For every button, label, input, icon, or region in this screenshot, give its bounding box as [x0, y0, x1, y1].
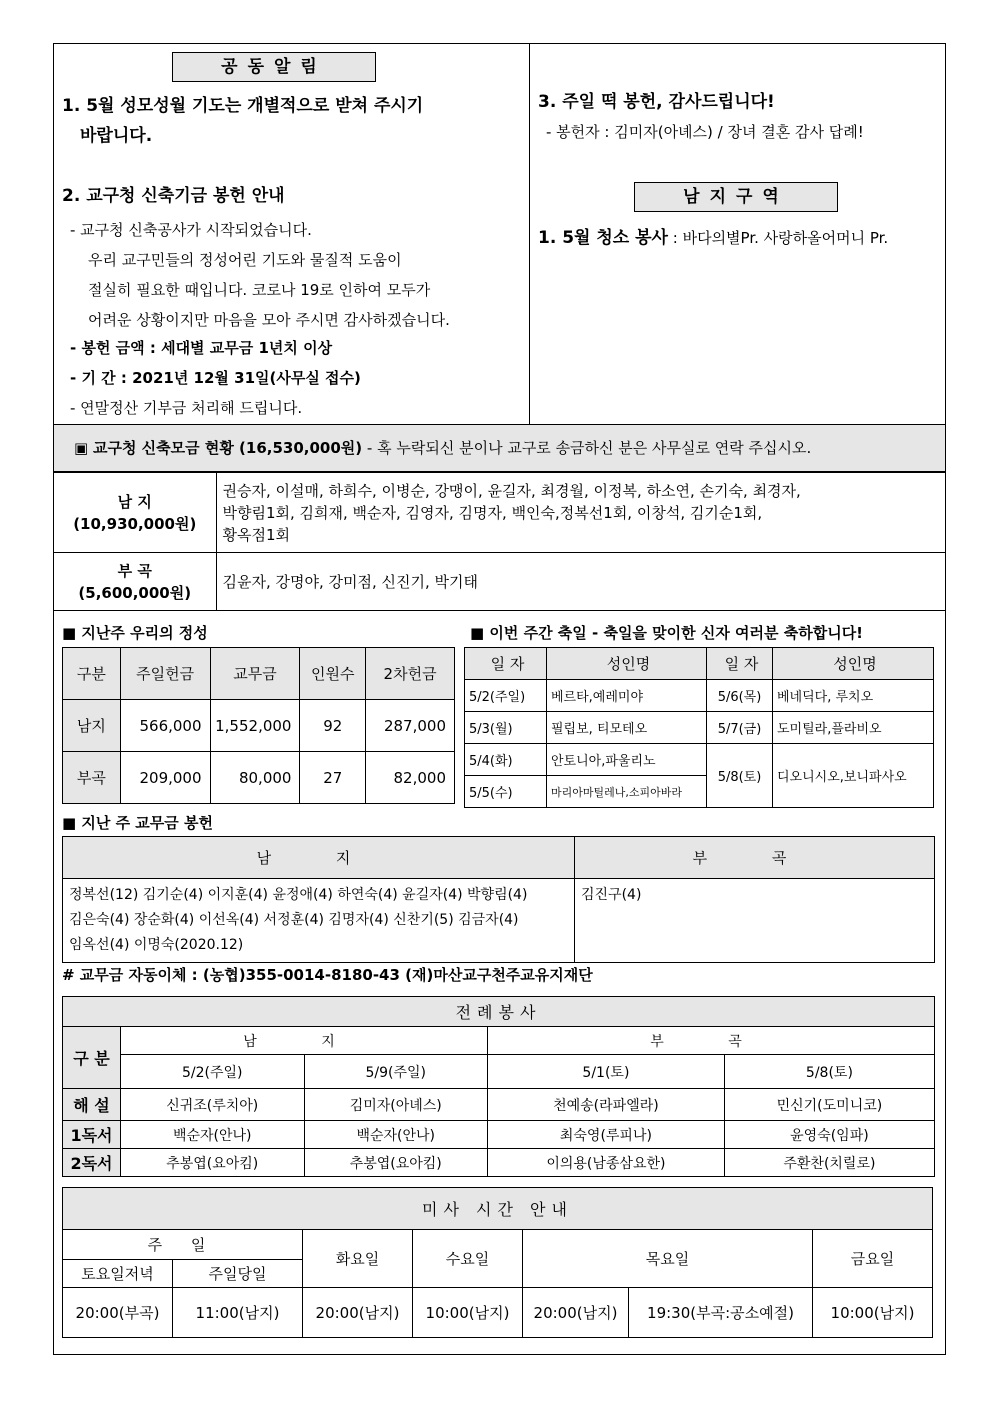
table-row: [63, 837, 935, 879]
tithe-table: [62, 836, 935, 963]
feast-date: 5/7(금): [707, 712, 773, 744]
donor-amount: (10,930,000원): [73, 514, 197, 533]
district-title: 남지구역: [634, 182, 838, 212]
donor-line: 황옥점1회: [222, 525, 291, 544]
row-label: 남지: [63, 700, 121, 752]
feast-date: 5/2(주일): [465, 680, 547, 712]
notice-1-line1: 1. 5월 성모성월 기도는 개별적으로 받쳐 주시기: [62, 96, 424, 116]
notice-2-line: - 교구청 신축공사가 시작되었습니다.: [70, 221, 312, 239]
donor-names: [216, 553, 945, 611]
cleaning-label: 1. 5월 청소 봉사: [538, 228, 668, 248]
table-row: [63, 1188, 933, 1230]
liturgy-role: 해 설: [63, 1089, 121, 1121]
donor-label-cell: [54, 473, 216, 553]
liturgy-date: 5/1(토): [488, 1055, 725, 1089]
table-row: [54, 553, 945, 611]
notice-2-line: 우리 교구민들의 정성어린 기도와 물질적 도움이: [88, 251, 402, 269]
feast-date: 5/5(수): [465, 776, 547, 808]
cell: 209,000: [120, 752, 210, 804]
donor-table: [54, 472, 945, 611]
right-notices: [530, 44, 945, 424]
notice-1-line2: 바랍니다.: [80, 126, 153, 146]
feast-saints: 베르타,예레미야: [547, 680, 707, 712]
table-row: [63, 752, 455, 804]
banner-note: - 혹 누락되신 분이나 교구로 송금하신 분은 사무실로 연락 주십시오.: [366, 439, 812, 457]
notice-2-title: 2. 교구청 신축기금 봉헌 안내: [62, 186, 285, 206]
table-header: 일 자: [465, 648, 547, 680]
table-row: [465, 744, 934, 776]
cell: 92: [300, 700, 366, 752]
liturgy-name: 신귀조(루치아): [121, 1089, 305, 1121]
tithe-line: 김은숙(4) 장순화(4) 이선옥(4) 서정훈(4) 김명자(4) 신찬기(5) 김금자(4): [69, 912, 519, 928]
table-row: [63, 997, 935, 1027]
tithe-line: 임옥선(4) 이명숙(2020.12): [69, 937, 244, 953]
bulletin-page: [53, 43, 946, 1355]
cell: 287,000: [366, 700, 455, 752]
mass-thu: 목요일: [523, 1230, 813, 1288]
mass-fri: 금요일: [813, 1230, 933, 1288]
donation-amount: - 봉헌 금액 : 세대별 교무금 1년치 이상: [70, 339, 333, 357]
offering-title: ■ 지난주 우리의 정성: [62, 624, 208, 642]
notice-2-line: 절실히 필요한 때입니다. 코로나 19로 인하여 모두가: [88, 281, 431, 299]
liturgy-name: 천예송(라파엘라): [488, 1089, 725, 1121]
table-header: 구분: [63, 648, 121, 700]
liturgy-name: 민신기(도미니코): [724, 1089, 934, 1121]
table-header: 일 자: [707, 648, 773, 680]
mass-title: 미사 시간 안내: [63, 1188, 933, 1230]
table-header: 2차헌금: [366, 648, 455, 700]
liturgy-name: 주환찬(치릴로): [724, 1149, 934, 1177]
feast-saints: 디오니시오,보니파사오: [773, 744, 934, 808]
liturgy-role: 1독서: [63, 1121, 121, 1149]
mass-time: 20:00(부곡): [63, 1288, 173, 1338]
banner-title: 교구청 신축모금 현황 (16,530,000원): [92, 439, 363, 457]
mass-wed: 수요일: [413, 1230, 523, 1288]
joint-notices-title: 공동알림: [172, 52, 376, 82]
notice-3-text: - 봉헌자 : 김미자(아녜스) / 장녀 결혼 감사 답례!: [546, 123, 864, 141]
mass-time: 11:00(남지): [173, 1288, 303, 1338]
table-row: [465, 648, 934, 680]
feast-date: 5/8(토): [707, 744, 773, 808]
liturgy-name: 김미자(아녜스): [304, 1089, 488, 1121]
mass-time: 20:00(남지): [303, 1288, 413, 1338]
liturgy-date: 5/8(토): [724, 1055, 934, 1089]
liturgy-name: 추봉엽(요아킴): [121, 1149, 305, 1177]
liturgy-name: 이의용(남종삼요한): [488, 1149, 725, 1177]
liturgy-gubun: 구 분: [63, 1027, 121, 1089]
mass-times-table: [62, 1187, 933, 1338]
notices-section: [54, 44, 945, 424]
mass-time: 10:00(남지): [813, 1288, 933, 1338]
liturgy-name: 추봉엽(요아킴): [304, 1149, 488, 1177]
tithe-line: 정복선(12) 김기순(4) 이지훈(4) 윤정애(4) 하연숙(4) 윤길자(4) 박향림(4): [69, 887, 528, 903]
liturgy-date: 5/2(주일): [121, 1055, 305, 1089]
table-header: 주일헌금: [120, 648, 210, 700]
tithe-bg-header: 부 곡: [575, 837, 935, 879]
tithe-line: 김진구(4): [581, 887, 642, 903]
table-header: 교무금: [210, 648, 300, 700]
cell: 80,000: [210, 752, 300, 804]
mass-sunday: 주 일: [63, 1230, 303, 1260]
banner-marker: ▣: [74, 439, 89, 457]
liturgy-nj: 남 지: [121, 1027, 488, 1055]
joint-notices: [54, 44, 530, 424]
tithe-nj-header: 남 지: [63, 837, 575, 879]
feast-date: 5/4(화): [465, 744, 547, 776]
liturgy-name: 윤영숙(임파): [724, 1121, 934, 1149]
fund-status-banner: [54, 424, 945, 472]
table-row: [63, 1288, 933, 1338]
feast-saints: 안토니아,파울리노: [547, 744, 707, 776]
feast-saints: 마리아마틸레나,소피아바라: [547, 776, 707, 808]
table-row: [63, 1089, 935, 1121]
liturgy-bg: 부 곡: [488, 1027, 935, 1055]
donation-period: - 기 간 : 2021년 12월 31일(사무실 접수): [70, 369, 361, 387]
mass-time: 20:00(남지): [523, 1288, 629, 1338]
table-row: [63, 1121, 935, 1149]
mass-sat-eve: 토요일저녁: [63, 1260, 173, 1288]
cell: 82,000: [366, 752, 455, 804]
table-row: [63, 1230, 933, 1260]
table-row: [63, 1027, 935, 1055]
liturgy-title: 전례봉사: [63, 997, 935, 1027]
table-header: 성인명: [547, 648, 707, 680]
feast-saints: 필립보, 티모테오: [547, 712, 707, 744]
feast-saints: 베네딕다, 루치오: [773, 680, 934, 712]
cell: 1,552,000: [210, 700, 300, 752]
donor-district: 부 곡: [117, 561, 152, 580]
mass-time: 10:00(남지): [413, 1288, 523, 1338]
feast-date: 5/6(목): [707, 680, 773, 712]
mass-tue: 화요일: [303, 1230, 413, 1288]
liturgy-name: 백순자(안나): [304, 1121, 488, 1149]
cleaning-notice: [538, 224, 888, 252]
donor-district: 남 지: [117, 492, 152, 511]
offering-table: [62, 647, 455, 804]
donor-line: 권승자, 이설매, 하희수, 이병순, 강맹이, 윤길자, 최경월, 이정복, 하소연, 손기숙, 최경자,: [222, 481, 801, 500]
feast-date: 5/3(월): [465, 712, 547, 744]
cell: 566,000: [120, 700, 210, 752]
tithe-title: ■ 지난 주 교무금 봉헌: [62, 814, 213, 832]
donor-label-cell: [54, 553, 216, 611]
donor-line: 박향림1회, 김희재, 백순자, 김영자, 김명자, 백인숙,정복선1회, 이창석, 김기순1회,: [222, 503, 763, 522]
donor-names: [216, 473, 945, 553]
table-row: [63, 1055, 935, 1089]
table-row: [63, 700, 455, 752]
liturgy-table: [62, 996, 935, 1177]
mass-sun-day: 주일당일: [173, 1260, 303, 1288]
table-row: [63, 879, 935, 963]
notice-2-line: 어려운 상황이지만 마음을 모아 주시면 감사하겠습니다.: [88, 311, 450, 329]
donor-line: 김윤자, 강명야, 강미점, 신진기, 박기태: [222, 572, 478, 591]
cell: 27: [300, 752, 366, 804]
table-row: [63, 648, 455, 700]
feast-saints: 도미틸라,플라비오: [773, 712, 934, 744]
tithe-nj-names: [63, 879, 575, 963]
account-info: # 교무금 자동이체 : (농협)355-0014-8180-43 (재)마산교구천주교유지재단: [62, 966, 593, 984]
tithe-bg-names: [575, 879, 935, 963]
row-label: 부곡: [63, 752, 121, 804]
table-row: [54, 473, 945, 553]
cleaning-text: : 바다의별Pr. 사랑하올어머니 Pr.: [672, 229, 889, 247]
liturgy-role: 2독서: [63, 1149, 121, 1177]
table-row: [465, 680, 934, 712]
mass-time: 19:30(부곡:공소예절): [629, 1288, 813, 1338]
notice-3-title: 3. 주일 떡 봉헌, 감사드립니다!: [538, 92, 775, 112]
feasts-title: ■ 이번 주간 축일 - 축일을 맞이한 신자 여러분 축하합니다!: [470, 624, 864, 642]
feast-table: [464, 647, 934, 808]
liturgy-name: 백순자(안나): [121, 1121, 305, 1149]
liturgy-date: 5/9(주일): [304, 1055, 488, 1089]
table-row: [63, 1149, 935, 1177]
table-header: 성인명: [773, 648, 934, 680]
table-row: [465, 712, 934, 744]
donor-amount: (5,600,000원): [78, 583, 192, 602]
tax-note: - 연말정산 기부금 처리해 드립니다.: [70, 399, 303, 417]
liturgy-name: 최숙영(루피나): [488, 1121, 725, 1149]
table-header: 인원수: [300, 648, 366, 700]
